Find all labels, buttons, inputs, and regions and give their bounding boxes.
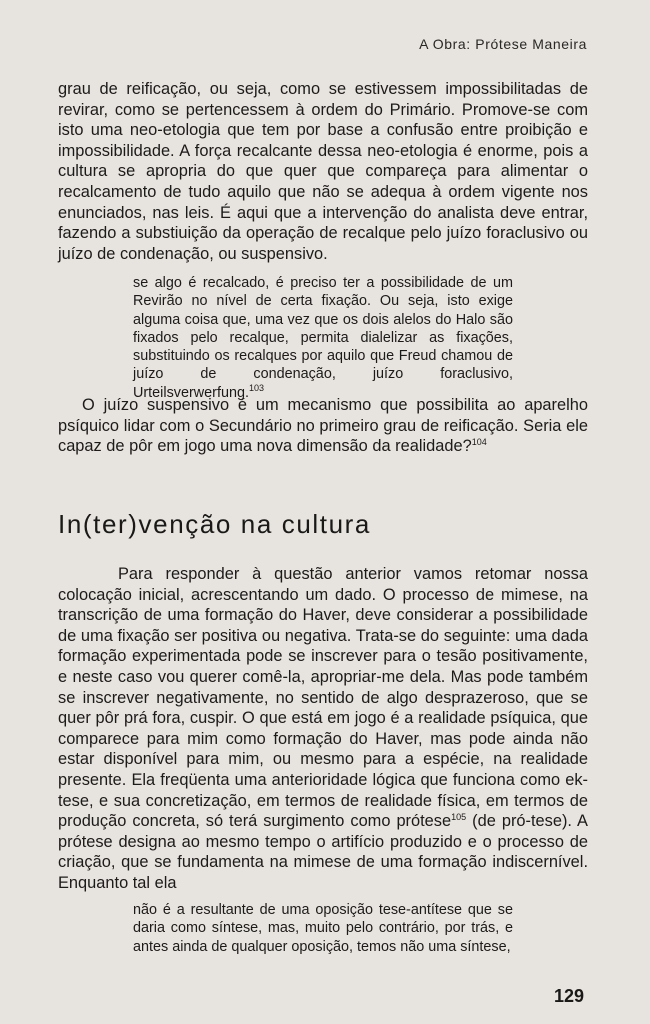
footnote-marker: 104 [471, 437, 487, 448]
footnote-marker: 105 [451, 812, 467, 823]
quote-text: se algo é recalcado, é preciso ter a possibilidade de um Revirão no nível de certa fixação. Ou seja, isto exige alguma coisa que, uma vez que os dois alelos do Halo são fixados pelo recalque, permita dialelizar as fixações, substituindo os recalques por aquilo que Freud chamou de juízo de condenação, juízo foraclusivo, Urteilsverwerfung. [133, 275, 513, 401]
paragraph-text: O juízo suspensivo é um mecanismo que possibilita ao aparelho psíquico lidar com o Secundário no primeiro grau de reificação. Seria ele capaz de pôr em jogo uma nova dimensão da realidade? [58, 396, 588, 456]
footnote-marker: 103 [248, 382, 264, 393]
page-number: 129 [553, 986, 584, 1006]
running-header: A Obra: Prótese Maneira [419, 36, 587, 52]
paragraph-text: (de pró-tese). A prótese designa ao mesmo tempo o artifício produzido e o processo de criação, que se fundamenta na mimese de uma formação indiscernível. Enquanto tal ela [58, 812, 588, 892]
paragraph-text: Para responder à questão anterior vamos retomar nossa colocação inicial, acrescentando um dado. O processo de mimese, na transcrição de uma formação do Haver, deve considerar a possibilidade de uma fixação ser positiva ou negativa. Trata-se do seguinte: uma dada formação experimentada pode se inscrever para o tesão positivamente, e neste caso vou querer comê-la, apropriar-me dela. Mas pode também se inscrever negativamente, no sentido de algo desprazeroso, que se quer pôr prá fora, cuspir. O que está em jogo é a realidade psíquica, que comparece para mim como formação do Haver, mas pode ainda não estar disponível para mim, ou mesmo para a espécie, na realidade presente. Ela freqüenta uma anterioridade lógica que funciona como ek-tese, e sua concretização, em termos de realidade física, em termos de produção concreta, só terá surgimento como prótese [58, 565, 588, 831]
body-paragraph: grau de reificação, ou seja, como se estivessem impossibilitadas de revirar, como se pertencessem à ordem do Primário. Promove-se com isto uma neo-etologia que tem por base a confusão entre proibição e impossibilidade. A força recalcante dessa neo-etologia é enorme, pois a cultura se apropria do que quer que compareça para alimentar o recalcamento de tudo aquilo que não se adequa à ordem vigente nos enunciados, nas leis. É aqui que a intervenção do analista deve entrar, fazendo a substiuição da operação de recalque pelo juízo foraclusivo ou juízo de condenação, ou suspensivo. [58, 80, 588, 263]
block-quote [133, 274, 513, 402]
section-title: In(ter)venção na cultura [58, 509, 371, 539]
body-paragraph [58, 395, 588, 457]
block-quote: não é a resultante de uma oposição tese-antítese que se daria como síntese, mas, muito pelo contrário, por trás, e antes ainda de qualquer oposição, temos não uma síntese, [133, 902, 513, 955]
body-paragraph [58, 564, 588, 894]
